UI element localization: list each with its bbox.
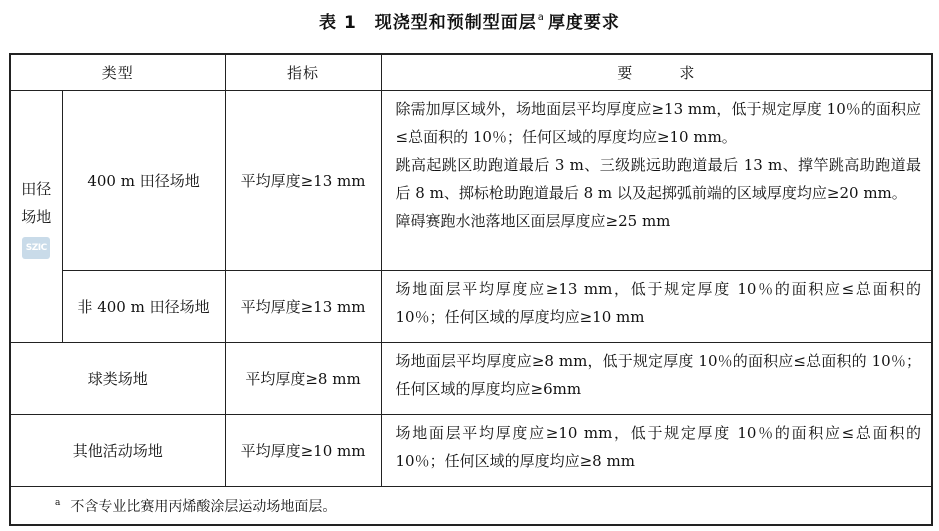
requirement-line: 跳高起跳区助跑道最后 3 m、三级跳远助跑道最后 13 m、撑竿跳高助跑道最后 8 m、掷标枪助跑道最后 8 m 以及起掷弧前端的区域厚度均应≥20 mm。 — [395, 156, 922, 202]
title-suffix: 厚度要求 — [547, 13, 620, 33]
header-row — [10, 54, 932, 91]
row-index: 平均厚度≥13 mm — [225, 91, 381, 271]
row-requirement — [381, 343, 932, 415]
table-row — [10, 91, 932, 271]
requirement-line: 除需加厚区域外，场地面层平均厚度应≥13 mm，低于规定厚度 10％的面积应≤总面积的 10％；任何区域的厚度均应≥10 mm。 — [395, 100, 922, 146]
table-title — [0, 8, 939, 33]
footnote-row — [10, 487, 932, 526]
table-row — [10, 271, 932, 343]
header-type: 类型 — [10, 54, 225, 91]
row-requirement — [381, 271, 932, 343]
row-type: 球类场地 — [10, 343, 225, 415]
row-requirement — [381, 91, 932, 271]
row-index: 平均厚度≥10 mm — [225, 415, 381, 487]
row-type: 其他活动场地 — [10, 415, 225, 487]
header-requirement: 要 求 — [381, 54, 932, 91]
row-index: 平均厚度≥13 mm — [225, 271, 381, 343]
requirement-line: 场地面层平均厚度应≥13 mm，低于规定厚度 10％的面积应≤总面积的 10％；任何区域的厚度均应≥10 mm — [395, 280, 922, 326]
track-group-cell — [10, 91, 62, 343]
table-row — [10, 343, 932, 415]
title-text: 现浇型和预制型面层 — [374, 13, 537, 33]
row-index: 平均厚度≥8 mm — [225, 343, 381, 415]
requirement-line: 场地面层平均厚度应≥10 mm，低于规定厚度 10％的面积应≤总面积的 10％；任何区域的厚度均应≥8 mm — [395, 424, 922, 470]
title-footnote-mark: a — [537, 12, 545, 23]
row-type: 400 m 田径场地 — [62, 91, 225, 271]
watermark-logo-icon: SZIC — [22, 237, 50, 259]
table-number: 表 1 — [319, 13, 357, 33]
requirement-line: 场地面层平均厚度应≥8 mm，低于规定厚度 10％的面积应≤总面积的 10％；任何区域的厚度均应≥6mm — [395, 352, 922, 398]
table-row — [10, 415, 932, 487]
row-type: 非 400 m 田径场地 — [62, 271, 225, 343]
footnote — [10, 487, 932, 526]
requirement-line: 障碍赛跑水池落地区面层厚度应≥25 mm — [395, 212, 671, 230]
header-index: 指标 — [225, 54, 381, 91]
thickness-requirements-table — [9, 53, 933, 526]
track-group-label: 田径场地 — [21, 179, 52, 226]
footnote-mark: a — [55, 497, 61, 508]
footnote-text: 不含专业比赛用丙烯酸涂层运动场地面层。 — [70, 498, 337, 515]
row-requirement — [381, 415, 932, 487]
